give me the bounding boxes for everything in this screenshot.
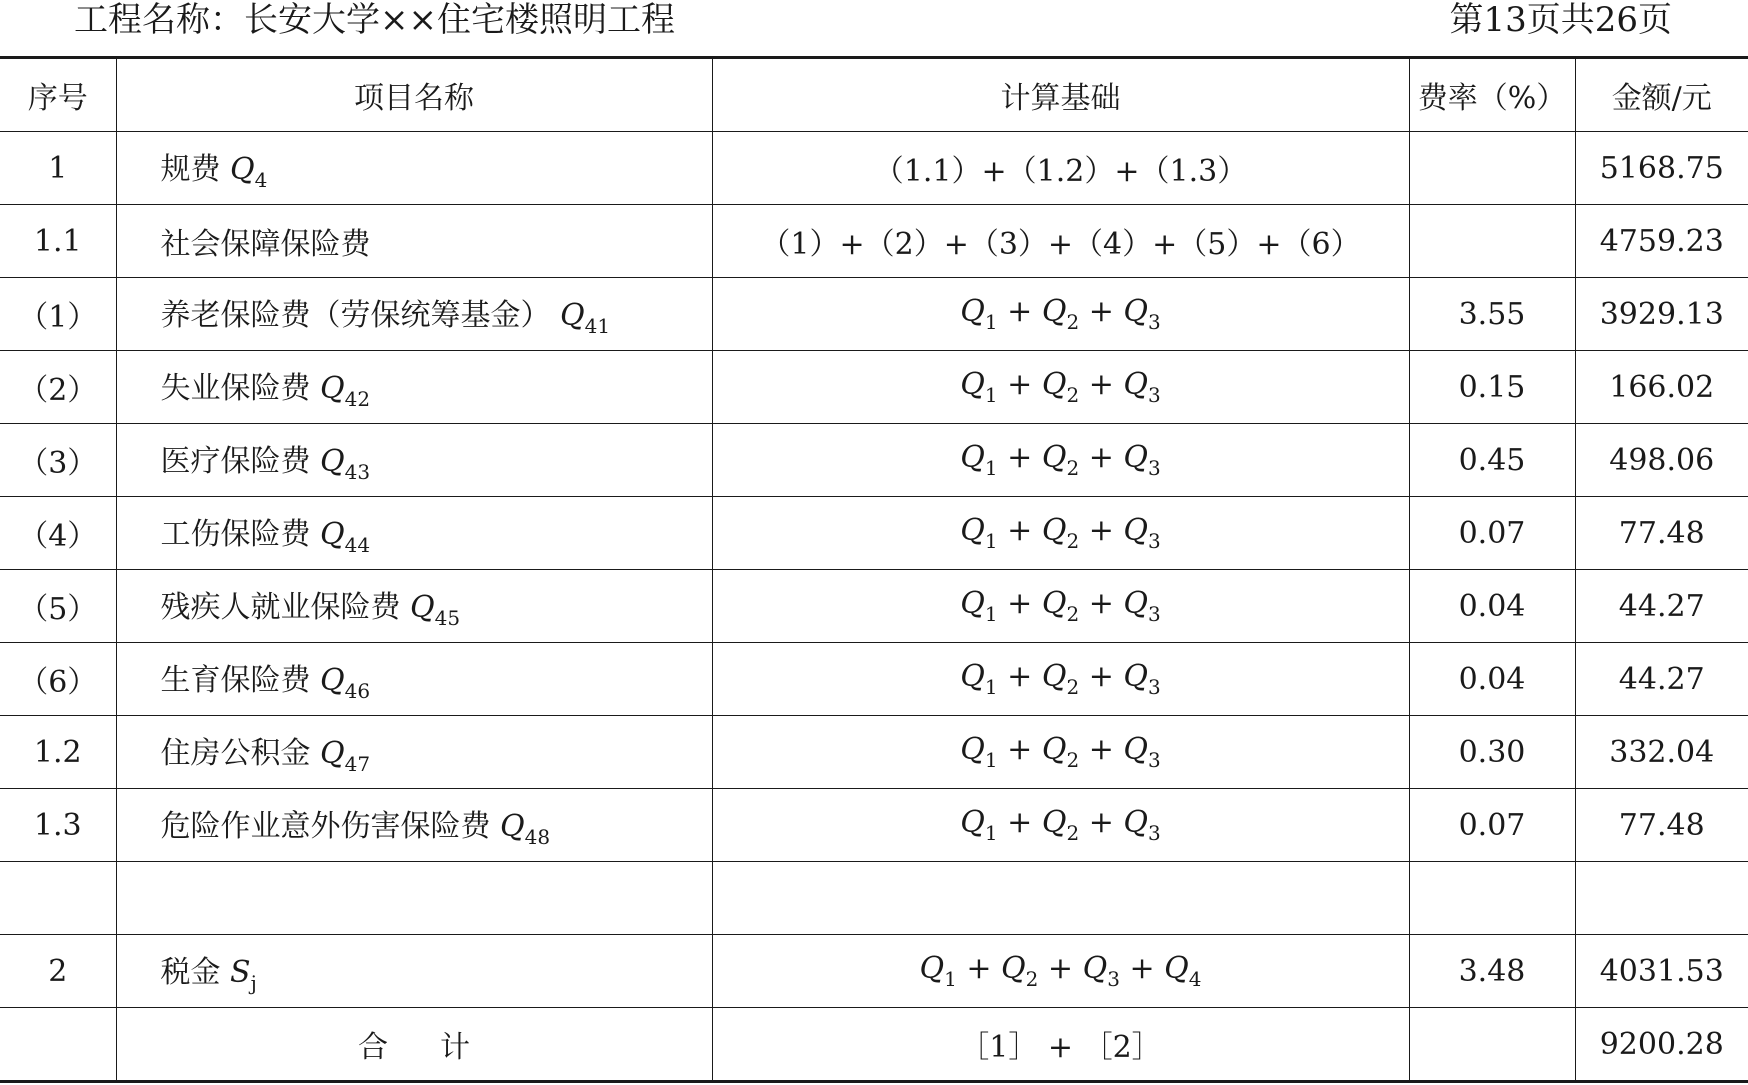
row-item-name-text: 住房公积金 [160,736,311,771]
row-rate: 3.55 [1409,278,1575,351]
plus-sign: + [1079,294,1124,329]
table-row [0,497,1748,570]
row-amount: 4031.53 [1575,935,1748,1008]
row-item-name-var: Q [410,590,435,625]
basis-term-var: Q [1123,732,1148,767]
table-body [0,132,1748,1008]
row-item-name [116,716,712,789]
table-row [0,570,1748,643]
row-item-name [116,643,712,716]
row-item-name-sub: 48 [524,825,551,849]
row-item-name [116,278,712,351]
basis-term-var: Q [1041,367,1067,402]
row-no: （4） [0,497,116,570]
row-amount: 44.27 [1575,643,1748,716]
row-calc-basis [712,570,1409,643]
row-item-name [116,862,712,935]
row-item-name [116,935,712,1008]
row-no: 1.1 [0,205,116,278]
row-item-name-sub: 41 [584,314,611,338]
plus-sign: + [1079,805,1124,840]
row-item-name [116,205,712,278]
row-rate: 3.48 [1409,935,1575,1008]
row-rate [1409,132,1575,205]
plus-sign: + [997,732,1042,767]
basis-term-var: Q [1001,951,1026,986]
row-item-name-var: Q [500,809,525,844]
row-calc-basis [712,351,1409,424]
row-rate [1409,862,1575,935]
row-item-name-text: 失业保险费 [160,371,311,406]
total-amount: 9200.28 [1575,1008,1748,1082]
row-no: （6） [0,643,116,716]
plus-sign: + [997,367,1042,402]
row-calc-basis: （1）+（2）+（3）+（4）+（5）+（6） [712,205,1409,278]
row-item-name-var: S [230,955,251,990]
row-rate: 0.07 [1409,497,1575,570]
row-amount: 77.48 [1575,497,1748,570]
row-amount: 4759.23 [1575,205,1748,278]
table-row [0,132,1748,205]
basis-term-var: Q [1123,367,1148,402]
row-amount [1575,862,1748,935]
row-item-name-text: 工伤保险费 [160,517,311,552]
row-item-name-var: Q [320,517,345,552]
row-item-name-sub: 47 [344,752,371,776]
basis-term-var: Q [960,586,985,621]
table-row [0,278,1748,351]
row-rate [1409,205,1575,278]
basis-term-var: Q [1041,513,1067,548]
row-item-name-text: 养老保险费（劳保统筹基金） [160,298,551,333]
basis-term-sub: 4 [1188,967,1202,991]
total-row [0,1008,1748,1082]
column-header-item-name: 项目名称 [116,58,712,132]
basis-term-var: Q [1123,440,1148,475]
plus-sign: + [1079,586,1124,621]
basis-term-var: Q [1041,805,1067,840]
total-no [0,1008,116,1082]
row-item-name-text: 危险作业意外伤害保险费 [160,809,491,844]
row-amount: 77.48 [1575,789,1748,862]
table-row [0,789,1748,862]
basis-term-sub: 1 [984,529,998,553]
basis-term-var: Q [1123,659,1148,694]
basis-term-sub: 3 [1107,967,1120,991]
header-row [0,58,1748,132]
basis-term-sub: 3 [1148,748,1161,772]
plus-sign: + [1079,659,1124,694]
basis-term-var: Q [1123,805,1148,840]
row-item-name-sub: 4 [254,168,268,192]
basis-term-sub: 1 [984,383,998,407]
basis-term-var: Q [1082,951,1108,986]
row-calc-basis [712,862,1409,935]
row-item-name-text: 规费 [160,152,221,187]
basis-term-var: Q [960,367,985,402]
row-item-name [116,351,712,424]
basis-term-var: Q [960,805,985,840]
row-amount: 498.06 [1575,424,1748,497]
table-row [0,716,1748,789]
table-row [0,935,1748,1008]
row-no: （3） [0,424,116,497]
basis-term-var: Q [1123,586,1148,621]
plus-sign: + [997,294,1042,329]
row-no: 1 [0,132,116,205]
row-item-name-var: Q [560,298,585,333]
total-basis: ［1］ + ［2］ [712,1008,1409,1082]
row-item-name-sub: 46 [344,679,371,703]
row-item-name-sub: 42 [344,387,371,411]
row-item-name-text: 社会保障保险费 [160,227,371,262]
row-item-name [116,497,712,570]
row-rate: 0.07 [1409,789,1575,862]
row-no: 1.3 [0,789,116,862]
column-header-calc-basis: 计算基础 [712,58,1409,132]
row-no: （2） [0,351,116,424]
basis-term-var: Q [919,951,945,986]
plus-sign: + [1079,367,1124,402]
row-calc-basis [712,424,1409,497]
row-no: 2 [0,935,116,1008]
basis-term-var: Q [1123,513,1148,548]
row-item-name-var: Q [320,444,345,479]
table-row [0,205,1748,278]
row-calc-basis [712,497,1409,570]
basis-term-sub: 2 [1066,602,1080,626]
row-amount: 5168.75 [1575,132,1748,205]
row-rate: 0.45 [1409,424,1575,497]
basis-term-sub: 3 [1148,602,1161,626]
row-calc-basis [712,716,1409,789]
table-row [0,862,1748,935]
row-item-name-text: 税金 [160,955,221,990]
basis-term-sub: 2 [1066,383,1080,407]
row-calc-basis [712,935,1409,1008]
column-header-amount: 金额/元 [1575,58,1748,132]
row-item-name-text: 医疗保险费 [160,444,311,479]
row-item-name-var: Q [230,152,255,187]
basis-term-var: Q [1041,732,1067,767]
total-label: 合计 [116,1008,712,1082]
row-item-name-text: 生育保险费 [160,663,311,698]
column-header-no: 序号 [0,58,116,132]
basis-term-var: Q [1164,951,1189,986]
basis-term-sub: 2 [1066,675,1080,699]
row-rate: 0.30 [1409,716,1575,789]
row-item-name-var: Q [320,663,345,698]
row-item-name [116,570,712,643]
basis-term-var: Q [1123,294,1148,329]
basis-term-sub: 1 [984,456,998,480]
row-no: （1） [0,278,116,351]
row-amount: 44.27 [1575,570,1748,643]
basis-term-var: Q [1041,586,1067,621]
row-amount: 166.02 [1575,351,1748,424]
plus-sign: + [1119,951,1165,986]
plus-sign: + [1038,951,1083,986]
row-item-name-sub: 44 [344,533,371,557]
table-row [0,643,1748,716]
basis-term-sub: 1 [944,967,957,991]
project-name: 工程名称：长安大学××住宅楼照明工程 [74,0,675,40]
plus-sign: + [997,440,1042,475]
row-amount: 332.04 [1575,716,1748,789]
plus-sign: + [997,586,1042,621]
row-calc-basis [712,789,1409,862]
row-no: 1.2 [0,716,116,789]
plus-sign: + [1079,440,1124,475]
basis-term-sub: 3 [1148,456,1161,480]
row-rate: 0.04 [1409,643,1575,716]
basis-term-sub: 3 [1148,383,1161,407]
row-item-name-text: 残疾人就业保险费 [160,590,401,625]
plus-sign: + [1079,732,1124,767]
row-item-name-sub: 43 [344,460,371,484]
basis-term-sub: 2 [1066,529,1080,553]
row-calc-basis [712,278,1409,351]
basis-term-var: Q [1041,440,1067,475]
row-item-name-var: Q [320,736,345,771]
column-header-rate: 费率（%） [1409,58,1575,132]
row-no [0,862,116,935]
plus-sign: + [1079,513,1124,548]
plus-sign: + [997,659,1042,694]
basis-term-sub: 2 [1066,748,1080,772]
row-calc-basis [712,643,1409,716]
basis-term-sub: 1 [984,821,998,845]
fee-table [0,56,1748,1083]
plus-sign: + [956,951,1002,986]
basis-term-var: Q [960,294,985,329]
basis-term-var: Q [960,440,985,475]
plus-sign: + [997,805,1042,840]
basis-term-sub: 1 [984,748,998,772]
basis-term-sub: 3 [1148,310,1161,334]
basis-term-sub: 3 [1148,529,1161,553]
row-no: （5） [0,570,116,643]
basis-term-sub: 2 [1066,821,1080,845]
row-item-name-var: Q [320,371,345,406]
table-row [0,424,1748,497]
basis-term-sub: 3 [1148,821,1161,845]
page-header [0,0,1748,52]
basis-term-sub: 2 [1025,967,1039,991]
total-rate [1409,1008,1575,1082]
row-item-name [116,132,712,205]
plus-sign: + [997,513,1042,548]
row-rate: 0.04 [1409,570,1575,643]
basis-term-var: Q [960,659,985,694]
basis-term-sub: 1 [984,602,998,626]
basis-term-sub: 2 [1066,456,1080,480]
page-number: 第13页共26页 [1449,0,1672,40]
basis-term-var: Q [960,732,985,767]
basis-term-var: Q [1041,294,1067,329]
table-row [0,351,1748,424]
basis-term-var: Q [960,513,985,548]
row-item-name [116,789,712,862]
basis-term-var: Q [1041,659,1067,694]
basis-term-sub: 1 [984,310,998,334]
row-item-name-sub: 45 [434,606,461,630]
row-item-name-sub: j [250,971,257,995]
row-calc-basis: （1.1）+（1.2）+（1.3） [712,132,1409,205]
row-rate: 0.15 [1409,351,1575,424]
basis-term-sub: 3 [1148,675,1161,699]
basis-term-sub: 1 [984,675,998,699]
row-amount: 3929.13 [1575,278,1748,351]
basis-term-sub: 2 [1066,310,1080,334]
row-item-name [116,424,712,497]
